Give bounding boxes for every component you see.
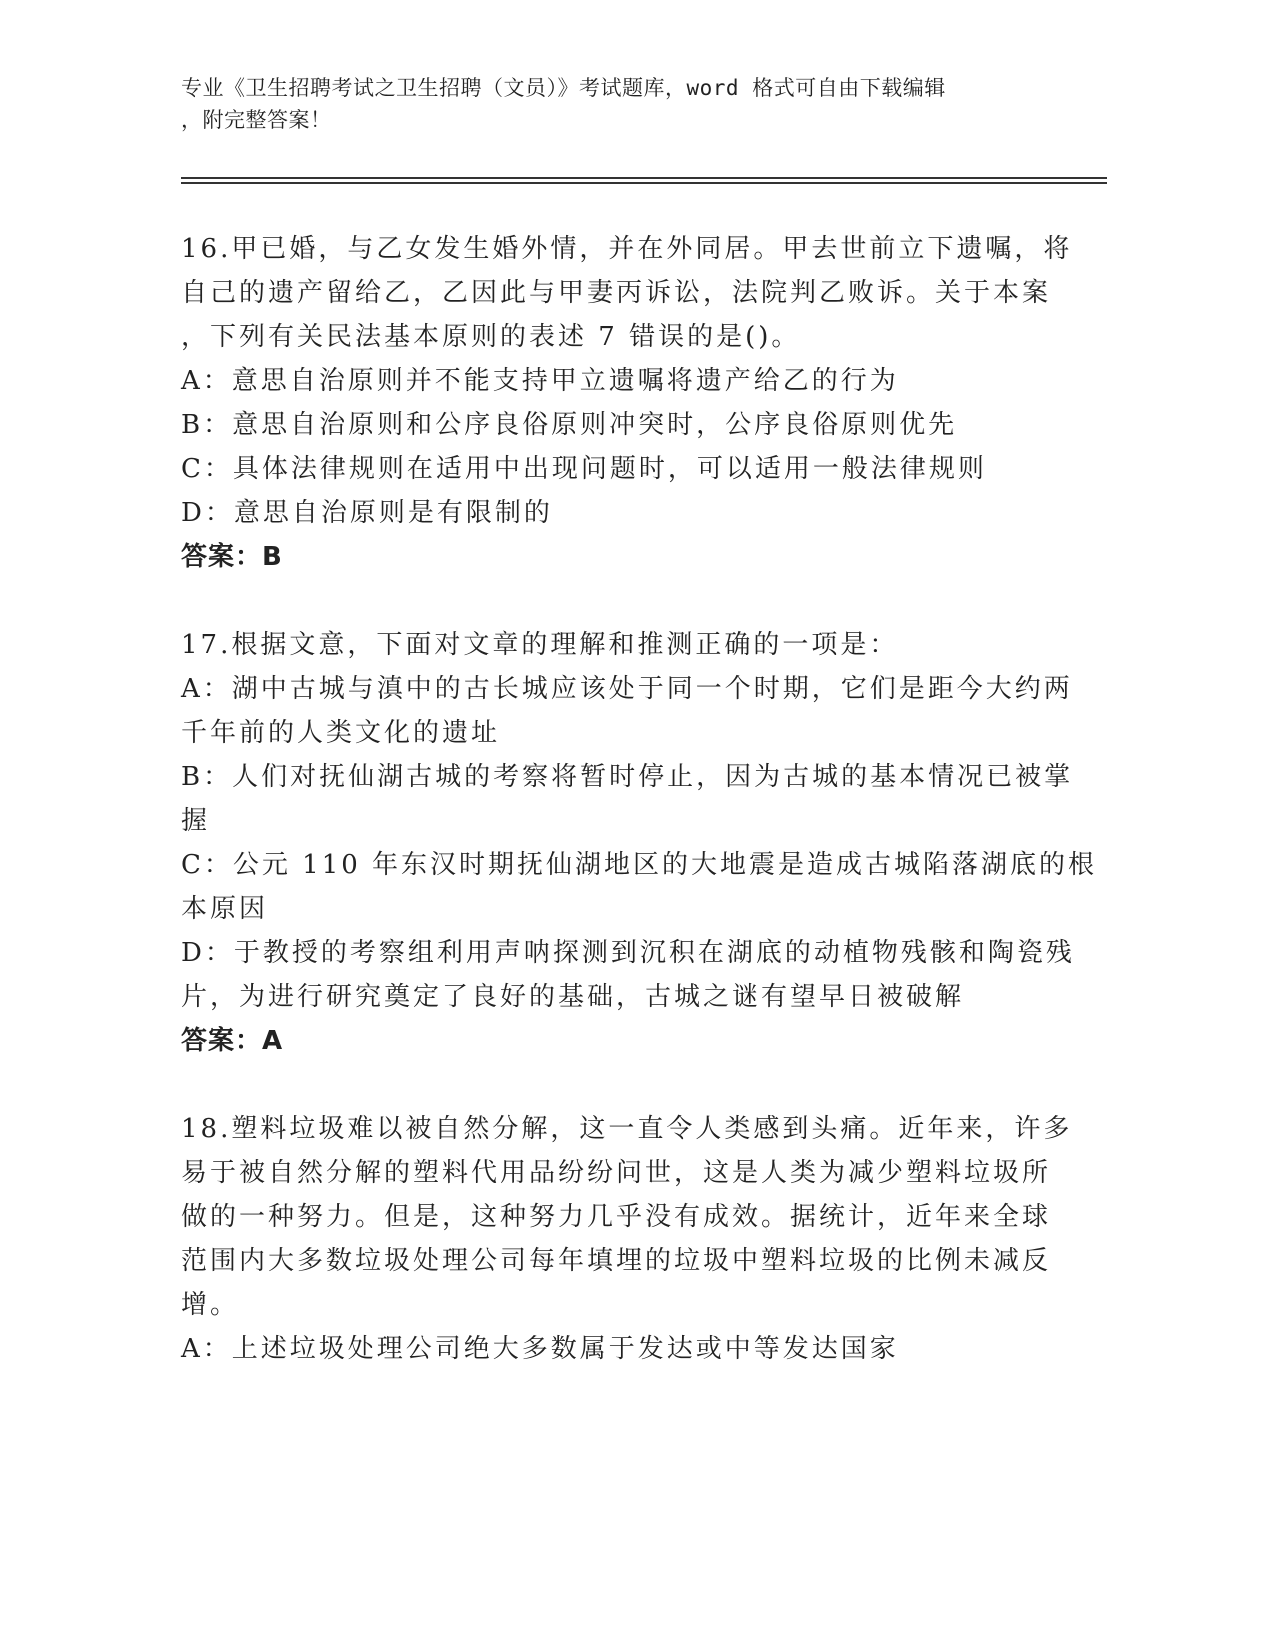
header-line: 专业《卫生招聘考试之卫生招聘（文员）》考试题库，word 格式可自由下载编辑 xyxy=(181,76,946,100)
question-stem-line: 自己的遗产留给乙，乙因此与甲妻丙诉讼，法院判乙败诉。关于本案 xyxy=(181,278,1052,308)
answer-label: 答案：A xyxy=(181,1026,284,1056)
option-a: A：上述垃圾处理公司绝大多数属于发达或中等发达国家 xyxy=(181,1334,899,1364)
option-d: D：意思自治原则是有限制的 xyxy=(181,498,553,528)
document-header xyxy=(181,72,1041,136)
option-b: B：人们对抚仙湖古城的考察将暂时停止，因为古城的基本情况已被掌 xyxy=(181,762,1074,792)
question-list xyxy=(181,227,1098,1371)
header-line: ，附完整答案！ xyxy=(181,108,332,132)
question-stem-line: 18.塑料垃圾难以被自然分解，这一直令人类感到头痛。近年来，许多 xyxy=(181,1114,1073,1144)
question-18 xyxy=(181,1107,1073,1371)
header-divider xyxy=(181,177,1107,179)
option-a-cont: 千年前的人类文化的遗址 xyxy=(181,718,501,748)
option-c: C：具体法律规则在适用中出现问题时，可以适用一般法律规则 xyxy=(181,454,987,484)
option-a: A：意思自治原则并不能支持甲立遗嘱将遗产给乙的行为 xyxy=(181,366,899,396)
option-b-cont: 握 xyxy=(181,806,211,836)
spacer xyxy=(181,1063,1041,1107)
spacer xyxy=(181,579,1041,623)
question-stem-line: 范围内大多数垃圾处理公司每年填埋的垃圾中塑料垃圾的比例未减反 xyxy=(181,1246,1052,1276)
question-stem-line: ，下列有关民法基本原则的表述 7 错误的是()。 xyxy=(181,322,801,352)
question-stem-line: 做的一种努力。但是，这种努力几乎没有成效。据统计，近年来全球 xyxy=(181,1202,1052,1232)
question-stem-line: 16.甲已婚，与乙女发生婚外情，并在外同居。甲去世前立下遗嘱，将 xyxy=(181,234,1073,264)
option-b: B：意思自治原则和公序良俗原则冲突时，公序良俗原则优先 xyxy=(181,410,958,440)
option-d-cont: 片，为进行研究奠定了良好的基础，古城之谜有望早日被破解 xyxy=(181,982,965,1012)
question-stem-line: 17.根据文意，下面对文章的理解和推测正确的一项是： xyxy=(181,630,899,660)
option-c-cont: 本原因 xyxy=(181,894,269,924)
header-divider xyxy=(181,182,1107,184)
option-a: A：湖中古城与滇中的古长城应该处于同一个时期，它们是距今大约两 xyxy=(181,674,1073,704)
question-17 xyxy=(181,623,1098,1063)
option-d: D：于教授的考察组利用声呐探测到沉积在湖底的动植物残骸和陶瓷残 xyxy=(181,938,1075,968)
question-stem-line: 易于被自然分解的塑料代用品纷纷问世，这是人类为减少塑料垃圾所 xyxy=(181,1158,1052,1188)
option-c: C：公元 110 年东汉时期抚仙湖地区的大地震是造成古城陷落湖底的根 xyxy=(181,850,1098,880)
question-stem-line: 增。 xyxy=(181,1290,240,1320)
question-16 xyxy=(181,227,1073,579)
answer-label: 答案：B xyxy=(181,542,283,572)
